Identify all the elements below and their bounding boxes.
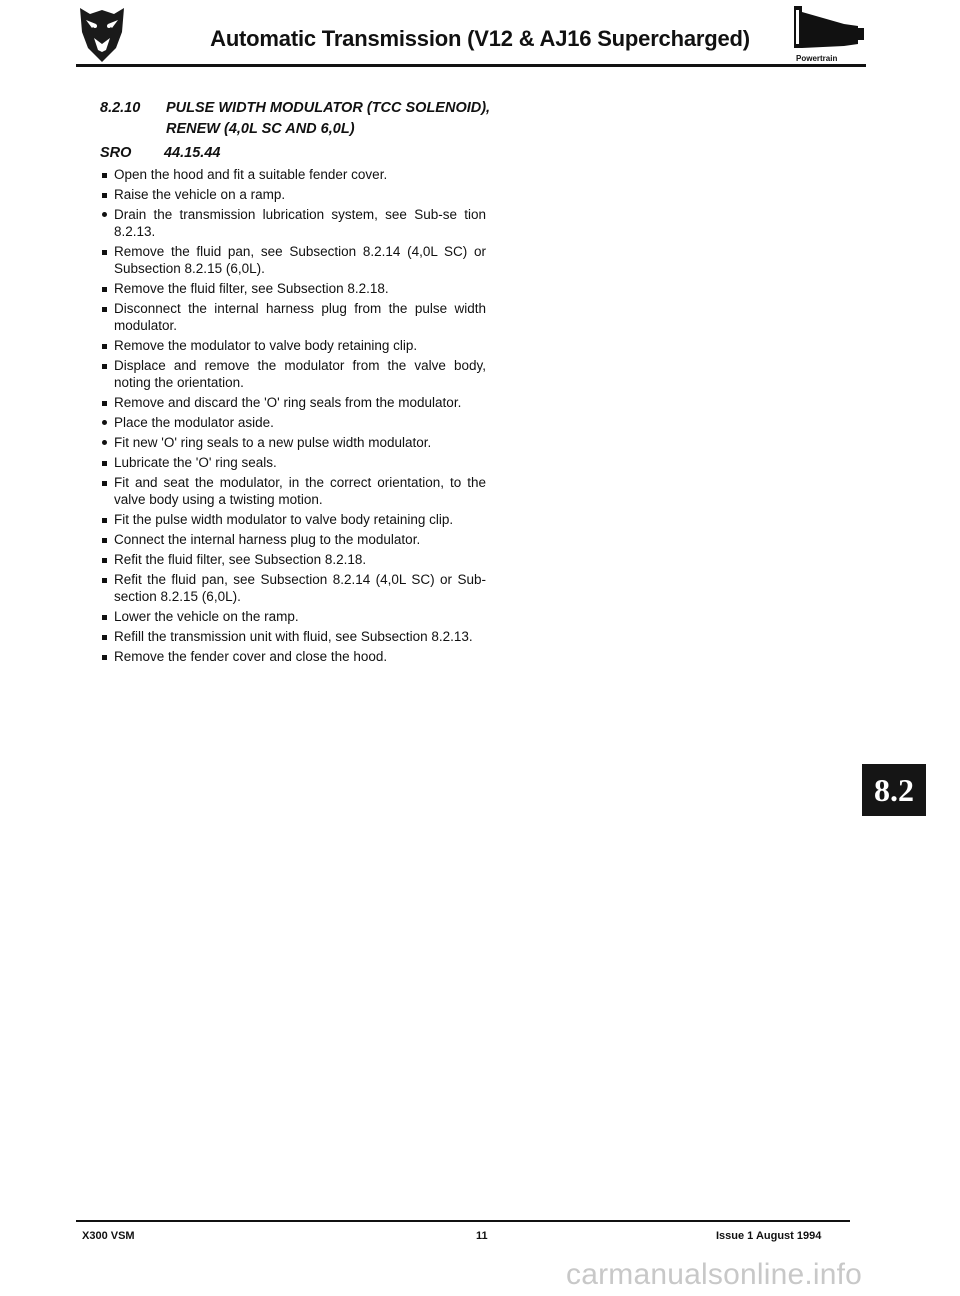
step-item: [100, 243, 486, 277]
page-header-title: Automatic Transmission (V12 & AJ16 Supercharged): [210, 26, 750, 51]
step-item: [100, 648, 486, 665]
step-text: Connect the internal harness plug to the modulator.: [114, 532, 421, 547]
step-item: [100, 474, 486, 508]
step-item: [100, 206, 486, 240]
step-item: [100, 511, 486, 528]
step-text: Remove and discard the 'O' ring seals from the modulator.: [114, 395, 462, 410]
step-text: Lubricate the 'O' ring seals.: [114, 455, 277, 470]
step-item: [100, 571, 486, 605]
procedure-steps: [100, 166, 486, 668]
step-item: [100, 394, 486, 411]
step-item: [100, 628, 486, 645]
step-text: Disconnect the internal harness plug from the pulse width modulator.: [114, 301, 486, 333]
square-bullet-icon: [102, 628, 112, 640]
step-text: Fit the pulse width modulator to valve body retaining clip.: [114, 512, 454, 527]
section-title: PULSE WIDTH MODULATOR (TCC SOLENOID), RENEW (4,0L SC AND 6,0L): [166, 100, 491, 137]
round-bullet-icon: [102, 434, 112, 445]
round-bullet-icon: [102, 414, 112, 425]
square-bullet-icon: [102, 243, 112, 255]
step-text: Drain the transmission lubrication system, see Sub-se tion 8.2.13.: [114, 207, 486, 239]
square-bullet-icon: [102, 648, 112, 660]
square-bullet-icon: [102, 474, 112, 486]
square-bullet-icon: [102, 280, 112, 292]
header-rule: [76, 64, 866, 67]
step-item: [100, 280, 486, 297]
powertrain-label: Powertrain: [796, 54, 838, 63]
step-item: [100, 454, 486, 471]
square-bullet-icon: [102, 511, 112, 523]
section-number: 8.2.10: [100, 100, 141, 116]
sro-number: 44.15.44: [164, 145, 221, 161]
step-text: Fit and seat the modulator, in the correct orientation, to the valve body using a twisting motion.: [114, 475, 486, 507]
step-item: [100, 531, 486, 548]
step-item: [100, 414, 486, 431]
footer-page-number: 11: [476, 1230, 488, 1242]
square-bullet-icon: [102, 357, 112, 369]
step-text: Place the modulator aside.: [114, 415, 274, 430]
step-item: [100, 337, 486, 354]
step-text: Refill the transmission unit with fluid, see Subsection 8.2.13.: [114, 629, 473, 644]
square-bullet-icon: [102, 186, 112, 198]
square-bullet-icon: [102, 337, 112, 349]
step-text: Refit the fluid filter, see Subsection 8.2.18.: [114, 552, 367, 567]
square-bullet-icon: [102, 454, 112, 466]
square-bullet-icon: [102, 571, 112, 583]
footer-issue-date: Issue 1 August 1994: [716, 1230, 822, 1242]
step-item: [100, 434, 486, 451]
step-text: Remove the fluid filter, see Subsection 8.2.18.: [114, 281, 389, 296]
step-item: [100, 357, 486, 391]
step-text: Raise the vehicle on a ramp.: [114, 187, 286, 202]
step-text: Remove the fluid pan, see Subsection 8.2.14 (4,0L SC) or Subsection 8.2.15 (6,0L).: [114, 244, 486, 276]
step-text: Remove the modulator to valve body retaining clip.: [114, 338, 418, 353]
transmission-icon: [792, 6, 868, 54]
step-text: Refit the fluid pan, see Subsection 8.2.14 (4,0L SC) or Sub-section 8.2.15 (6,0L).: [114, 572, 486, 604]
step-item: [100, 608, 486, 625]
step-item: [100, 186, 486, 203]
section-tab: 8.2: [862, 764, 926, 816]
step-item: [100, 300, 486, 334]
square-bullet-icon: [102, 608, 112, 620]
round-bullet-icon: [102, 206, 112, 217]
step-text: Fit new 'O' ring seals to a new pulse width modulator.: [114, 435, 432, 450]
step-text: Open the hood and fit a suitable fender cover.: [114, 167, 388, 182]
square-bullet-icon: [102, 300, 112, 312]
step-text: Lower the vehicle on the ramp.: [114, 609, 299, 624]
step-item: [100, 551, 486, 568]
footer-rule: [76, 1220, 850, 1222]
step-text: Remove the fender cover and close the hood.: [114, 649, 388, 664]
square-bullet-icon: [102, 166, 112, 178]
square-bullet-icon: [102, 551, 112, 563]
watermark-text: carmanualsonline.info: [566, 1258, 863, 1291]
square-bullet-icon: [102, 394, 112, 406]
step-item: [100, 166, 486, 183]
step-text: Displace and remove the modulator from the valve body, noting the orientation.: [114, 358, 486, 390]
sro-label: SRO: [100, 145, 132, 161]
square-bullet-icon: [102, 531, 112, 543]
footer-manual-code: X300 VSM: [82, 1230, 135, 1242]
